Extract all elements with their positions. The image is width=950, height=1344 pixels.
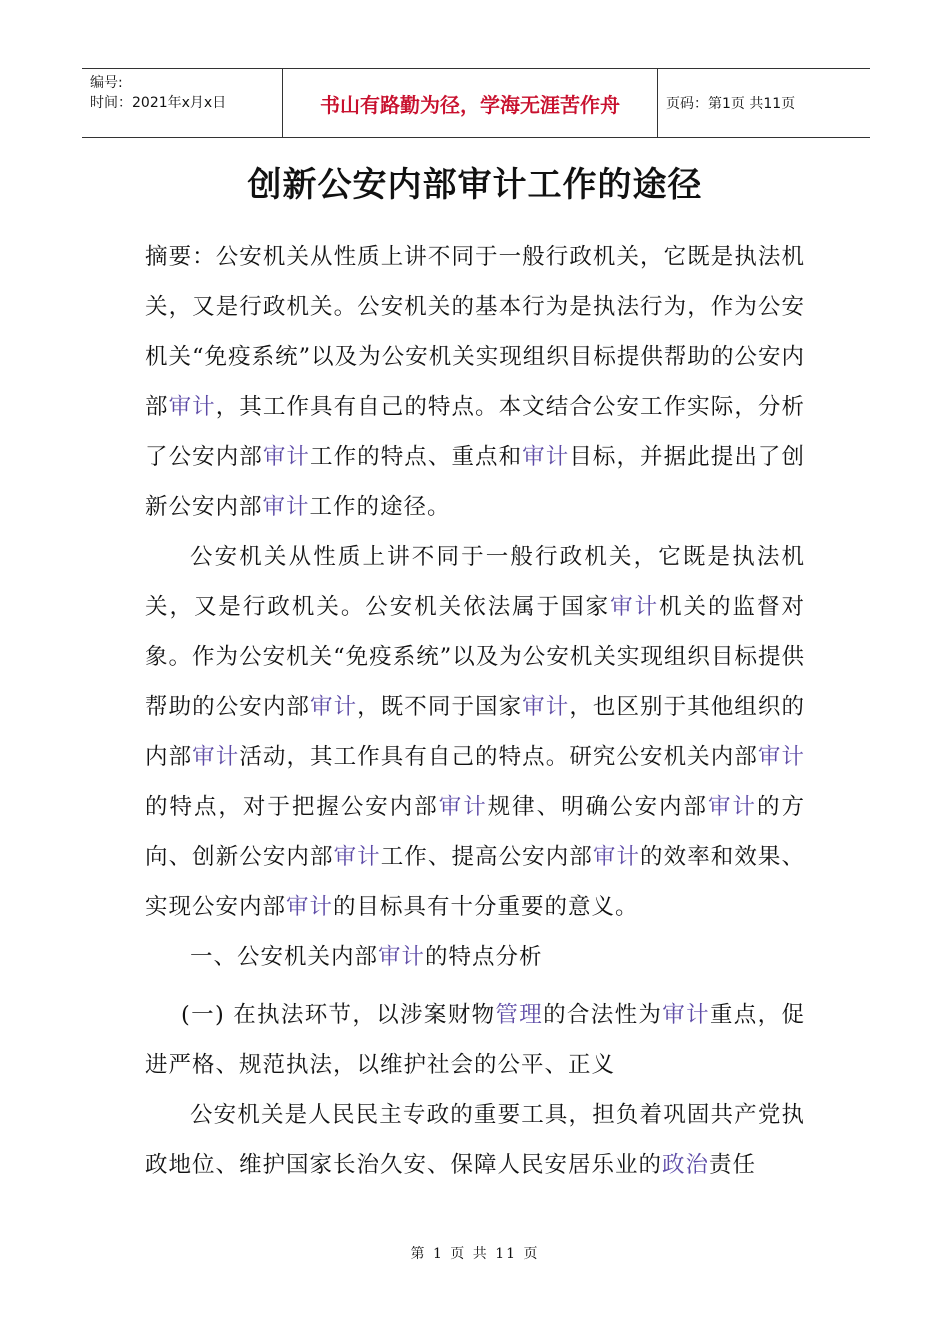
highlighted-term: 审计 — [192, 744, 240, 770]
motto-text: 书山有路勤为径，学海无涯苦作舟 — [320, 92, 620, 117]
abstract-paragraph — [145, 232, 805, 532]
text-run: 重点，促进严格、规范执法，以维护社会的公平、正义 — [145, 1002, 805, 1078]
body-paragraph — [145, 1090, 805, 1190]
text-run: 的特点，对于把握公安内部 — [145, 794, 439, 820]
text-run: 一、公安机关内部 — [190, 944, 379, 970]
text-run: 责任 — [709, 1152, 757, 1178]
highlighted-term: 审计 — [522, 444, 570, 470]
text-run: 工作、提高公安内部 — [380, 844, 593, 870]
text-run: 的目标具有十分重要的意义。 — [333, 894, 639, 920]
text-run: 的特点分析 — [425, 944, 543, 970]
subsection-heading — [145, 990, 805, 1090]
highlighted-term: 审计 — [310, 694, 358, 720]
text-run: 活动，其工作具有自己的特点。研究公安机关内部 — [239, 744, 758, 770]
highlighted-term: 审计 — [662, 1002, 710, 1028]
text-run: 公安机关是人民民主专政的重要工具，担负着巩固共产党执政地位、维护国家长治久安、保障人民安居乐业的 — [145, 1102, 805, 1178]
text-run: 的合法性为 — [543, 1002, 663, 1028]
highlighted-term: 审计 — [757, 744, 805, 770]
highlighted-term: 审计 — [592, 844, 641, 870]
text-run: 摘要：公安机关从性质上讲不同于一般行政机关，它既是执法机关，又是行政机关。公安机关的基本行为是执法行为，作为公安机关“免疫系统”以及为公安机关实现组织目标提供帮助的公安内部 — [145, 244, 805, 420]
text-run: 公安机关从性质上讲不同于一般行政机关，它既是执法机关，又是行政机关。公安机关依法属于国家 — [145, 544, 805, 620]
highlighted-term: 管理 — [495, 1002, 544, 1028]
highlighted-term: 审计 — [333, 844, 381, 870]
text-run: ，其工作具有自己的特点。本文结合公安工作实际，分析了公安内部 — [145, 394, 805, 470]
text-run: ，既不同于国家 — [357, 694, 523, 720]
text-run: 目标，并据此提出了创新公安内部 — [145, 444, 805, 520]
highlighted-term: 审计 — [378, 944, 426, 970]
header-table — [82, 68, 870, 138]
highlighted-term: 审计 — [522, 694, 570, 720]
highlighted-term: 审计 — [286, 894, 334, 920]
text-run: 规律、明确公安内部 — [487, 794, 709, 820]
text-run: (一) 在执法环节，以涉案财物 — [181, 1002, 496, 1028]
highlighted-term: 审计 — [438, 794, 488, 820]
text-run: 的方向、创新公安内部 — [145, 794, 805, 870]
intro-paragraph — [145, 532, 805, 932]
highlighted-term: 审计 — [168, 394, 216, 420]
highlighted-term: 审计 — [262, 494, 310, 520]
text-run: 工作的特点、重点和 — [310, 444, 523, 470]
date-label: 时间：2021年x月x日 — [90, 95, 227, 111]
header-meta — [82, 69, 282, 137]
document-title: 创新公安内部审计工作的途径 — [247, 165, 703, 205]
header-motto — [282, 69, 658, 137]
document-body — [145, 232, 805, 1190]
text-run: 的效率和效果、实现公安内部 — [145, 844, 805, 920]
page-footer: 第 1 页 共 11 页 — [410, 1246, 540, 1262]
text-run: 工作的途径。 — [309, 494, 451, 520]
text-run: ，也区别于其他组织的内部 — [145, 694, 805, 770]
highlighted-term: 审计 — [708, 794, 757, 820]
text-run: 机关的监督对象。作为公安机关“免疫系统”以及为公安机关实现组织目标提供帮助的公安内部 — [145, 594, 805, 720]
highlighted-term: 审计 — [610, 594, 660, 620]
number-label: 编号: — [90, 75, 123, 91]
highlighted-term: 政治 — [662, 1152, 710, 1178]
highlighted-term: 审计 — [262, 444, 311, 470]
header-page-info: 页码：第1页 共11页 — [666, 96, 796, 112]
section-heading — [145, 932, 805, 982]
